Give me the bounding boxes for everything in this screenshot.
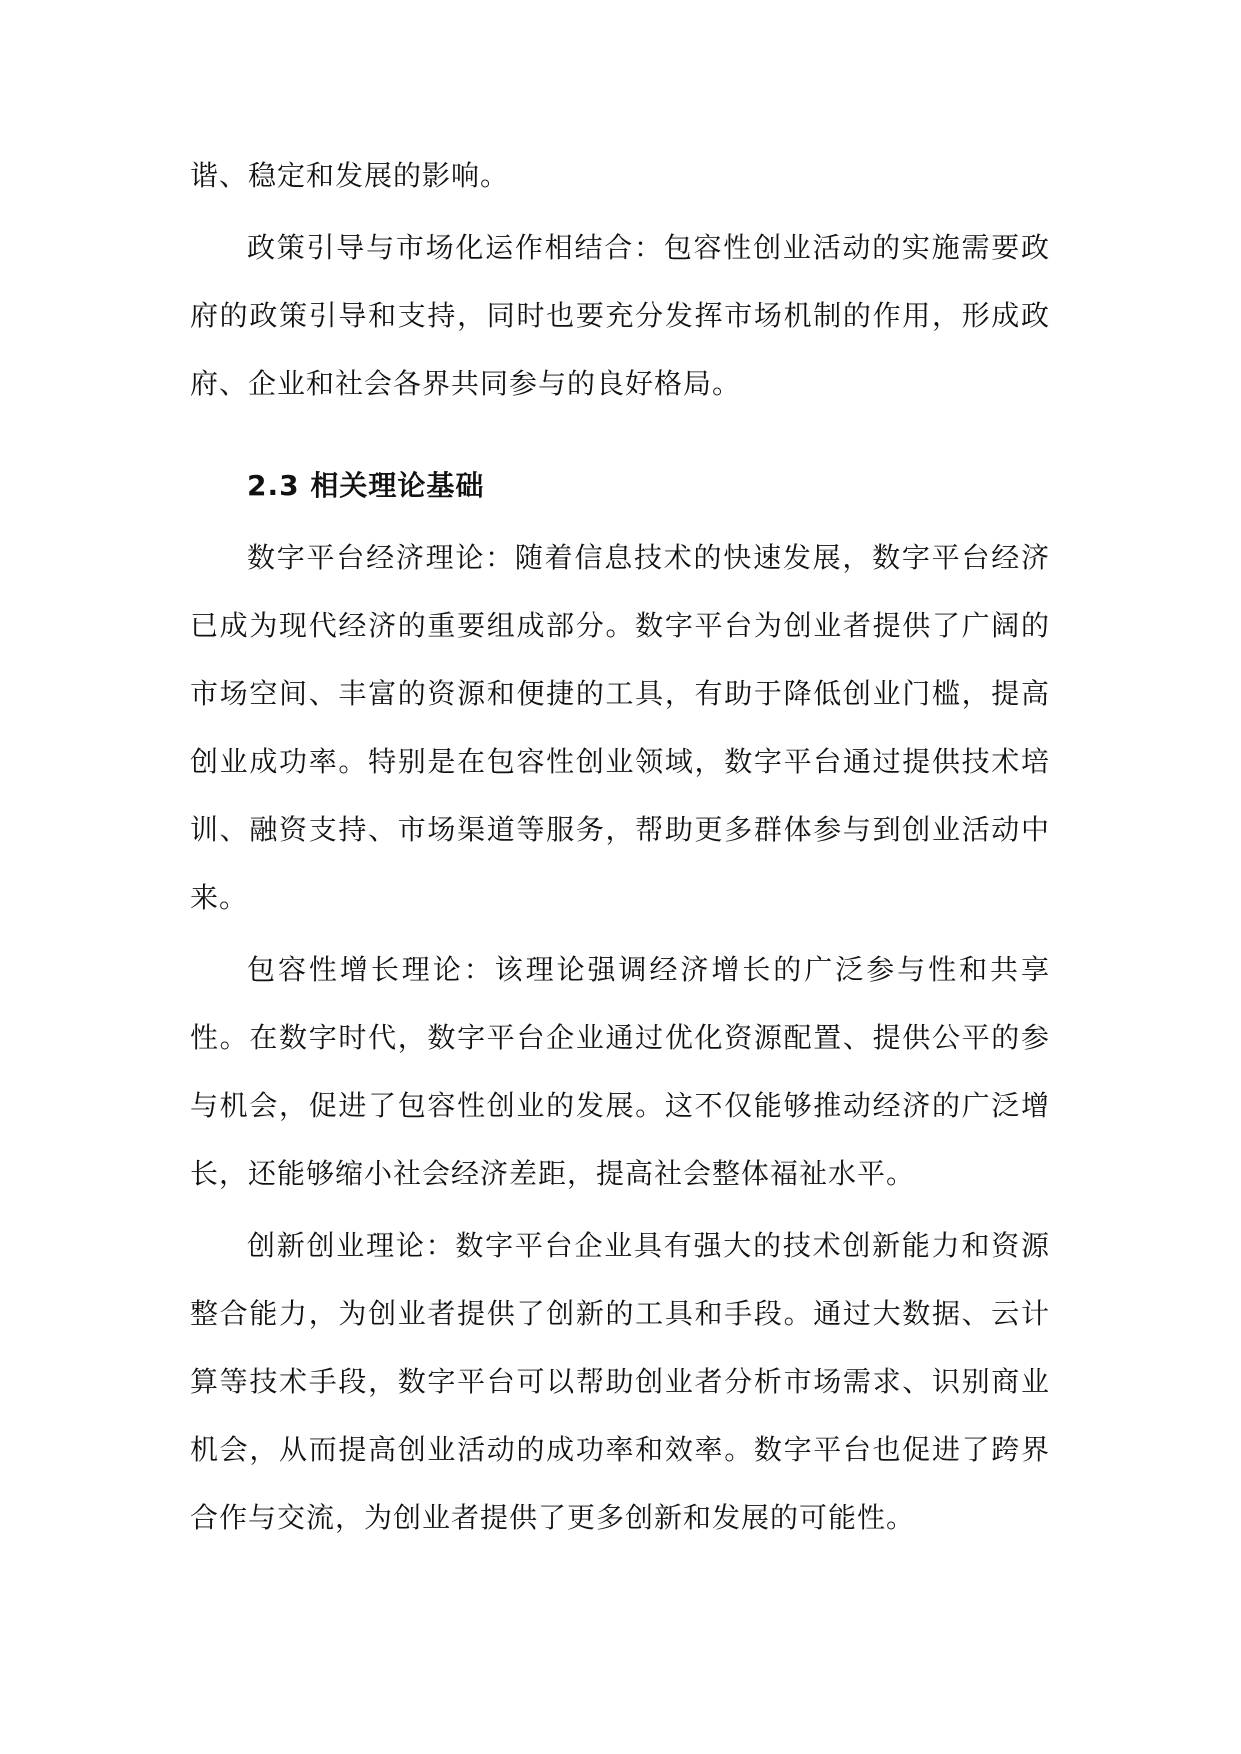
paragraph-digital-platform-theory: 数字平台经济理论：随着信息技术的快速发展，数字平台经济已成为现代经济的重要组成部分。数字平台为创业者提供了广阔的市场空间、丰富的资源和便捷的工具，有助于降低创业门槛，提高创业成功率。特别是在包容性创业领域，数字平台通过提供技术培训、融资支持、市场渠道等服务，帮助更多群体参与到创业活动中来。	[190, 541, 1050, 914]
paragraph-inclusive-growth-theory: 包容性增长理论：该理论强调经济增长的广泛参与性和共享性。在数字时代，数字平台企业通过优化资源配置、提供公平的参与机会，促进了包容性创业的发展。这不仅能够推动经济的广泛增长，还能够缩小社会经济差距，提高社会整体福祉水平。	[190, 953, 1050, 1190]
document-body	[190, 142, 1050, 1556]
paragraph-continuation: 谐、稳定和发展的影响。	[190, 159, 510, 192]
paragraph-innovation-theory: 创新创业理论：数字平台企业具有强大的技术创新能力和资源整合能力，为创业者提供了创新的工具和手段。通过大数据、云计算等技术手段，数字平台可以帮助创业者分析市场需求、识别商业机会，从而提高创业活动的成功率和效率。数字平台也促进了跨界合作与交流，为创业者提供了更多创新和发展的可能性。	[190, 1229, 1050, 1534]
paragraph-policy-guidance: 政策引导与市场化运作相结合：包容性创业活动的实施需要政府的政策引导和支持，同时也要充分发挥市场机制的作用，形成政府、企业和社会各界共同参与的良好格局。	[190, 231, 1050, 400]
section-heading: 2.3 相关理论基础	[247, 469, 485, 502]
